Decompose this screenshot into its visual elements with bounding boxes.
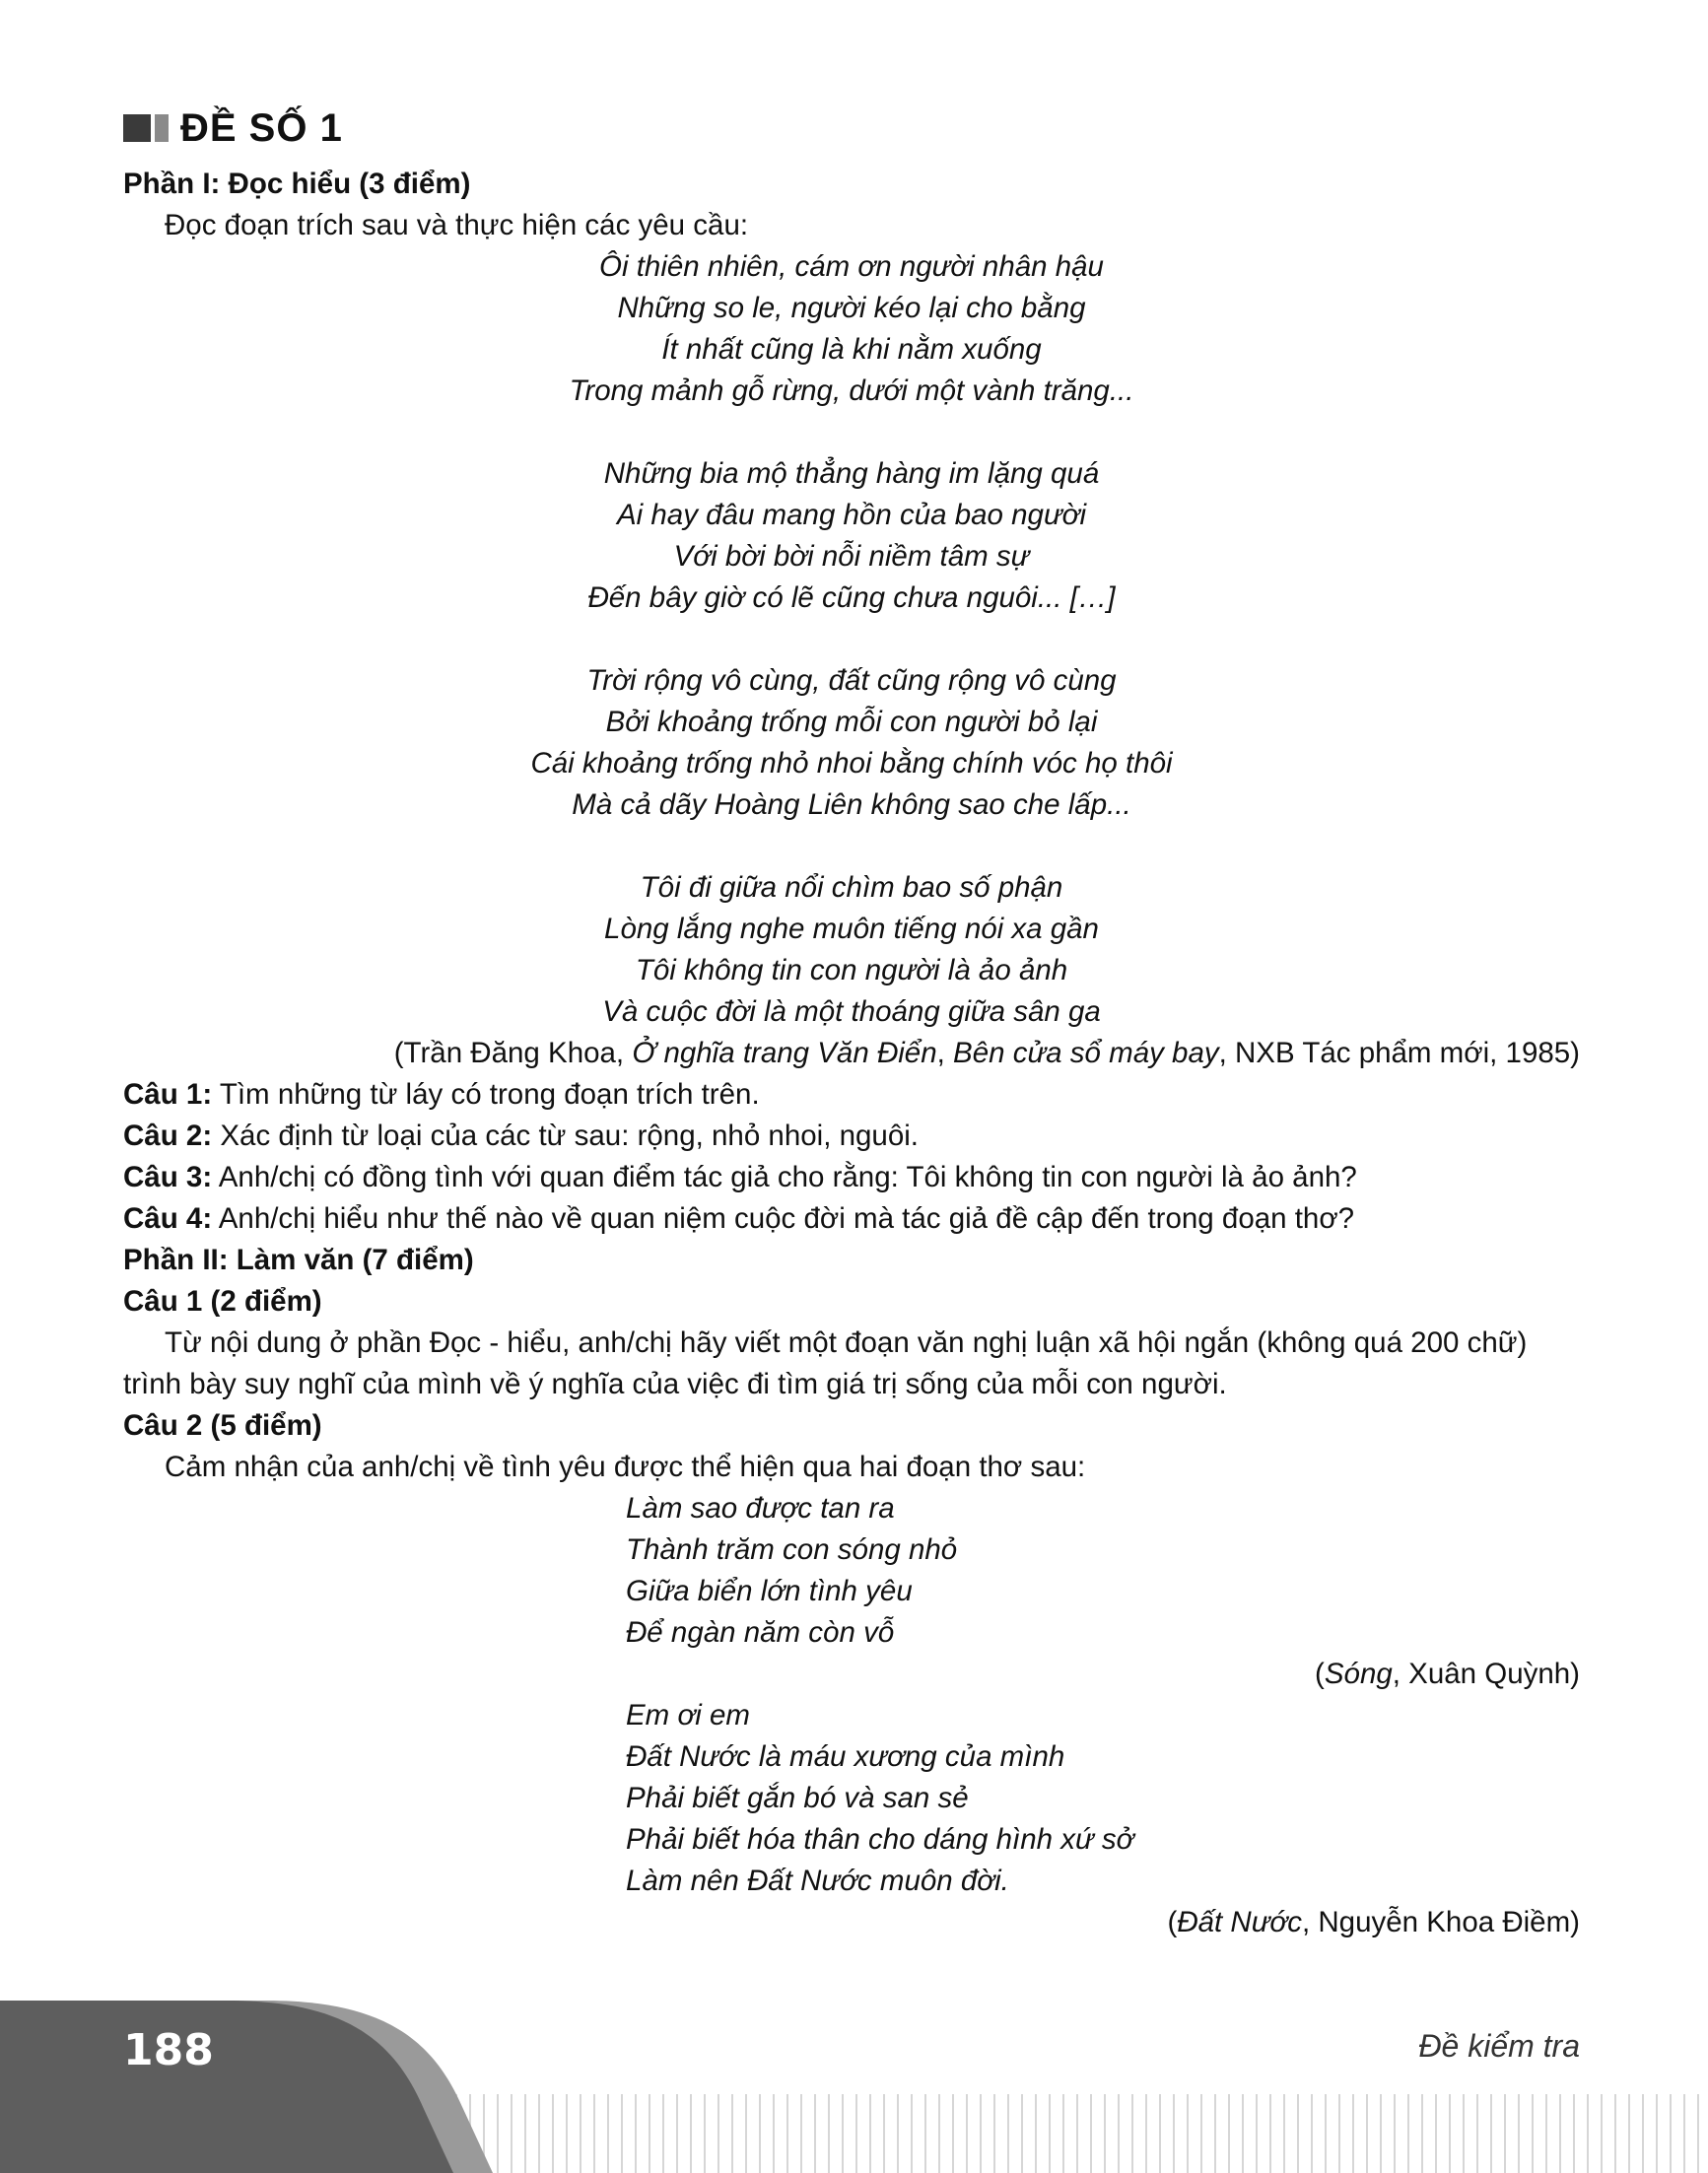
poem-dat-nuoc (123, 1695, 1580, 1902)
poem-line: Và cuộc đời là một thoáng giữa sân ga (602, 995, 1101, 1028)
citation-open: ( (1315, 1658, 1325, 1690)
citation-work: Đất Nước (1177, 1906, 1302, 1938)
part1-citation (123, 1033, 1580, 1074)
part2-q2-intro: Cảm nhận của anh/chị về tình yêu được thể hiện qua hai đoạn thơ sau: (165, 1451, 1086, 1483)
page-content (123, 99, 1580, 1943)
page-title: ĐỀ SỐ 1 (180, 106, 343, 150)
citation-work-1: Ở nghĩa trang Văn Điển (632, 1037, 937, 1069)
poem-line: Làm nên Đất Nước muôn đời. (626, 1865, 1009, 1897)
poem-line: Làm sao được tan ra (626, 1492, 895, 1525)
part2-heading: Phần II: Làm văn (7 điểm) (123, 1244, 474, 1276)
footer-stripes (434, 2094, 1708, 2173)
poem-stanza-3 (123, 660, 1580, 826)
title-square-icon (123, 114, 169, 142)
poem-line: Cái khoảng trống nhỏ nhoi bằng chính vóc họ thôi (530, 747, 1173, 780)
question-text: Xác định từ loại của các từ sau: rộng, nhỏ nhoi, nguôi. (212, 1120, 919, 1152)
poem-line: Ôi thiên nhiên, cám ơn người nhân hậu (599, 250, 1104, 283)
poem-line: Trong mảnh gỗ rừng, dưới một vành trăng... (569, 374, 1134, 407)
title-row (123, 99, 1580, 158)
poem-line: Phải biết gắn bó và san sẻ (626, 1782, 969, 1814)
poem-song-citation (123, 1654, 1580, 1695)
poem-line: Đất Nước là máu xương của mình (626, 1740, 1065, 1773)
title-mark-light (155, 114, 169, 142)
poem-line: Tôi đi giữa nổi chìm bao số phận (640, 871, 1063, 904)
footer-label: Đề kiểm tra (1418, 2028, 1580, 2064)
question-text: Anh/chị hiểu như thế nào về quan niệm cuộc đời mà tác giả đề cập đến trong đoạn thơ? (212, 1202, 1355, 1235)
poem-line: Bởi khoảng trống mỗi con người bỏ lại (605, 706, 1098, 738)
citation-work: Sóng (1324, 1658, 1393, 1690)
footer-decoration (0, 2001, 1708, 2173)
part2-q1-line1: Từ nội dung ở phần Đọc - hiểu, anh/chị hãy viết một đoạn văn nghị luận xã hội ngắn (không quá 200 chữ) (165, 1326, 1528, 1359)
poem-stanza-2 (123, 453, 1580, 619)
question-1 (123, 1074, 1580, 1116)
poem-line: Lòng lắng nghe muôn tiếng nói xa gần (604, 913, 1099, 945)
poem-song (123, 1488, 1580, 1654)
part1-heading: Phần I: Đọc hiểu (3 điểm) (123, 168, 471, 200)
poem-dat-nuoc-citation (123, 1902, 1580, 1943)
poem-line: Em ơi em (626, 1699, 751, 1732)
question-label: Câu 1: (123, 1078, 213, 1111)
poem-line: Giữa biển lớn tình yêu (626, 1575, 913, 1607)
poem-line: Thành trăm con sóng nhỏ (626, 1533, 958, 1566)
citation-close: , NXB Tác phẩm mới, 1985) (1218, 1037, 1580, 1069)
part2-q1-heading: Câu 1 (2 điểm) (123, 1285, 322, 1318)
poem-stanza-1 (123, 246, 1580, 412)
poem-line: Tôi không tin con người là ảo ảnh (635, 954, 1068, 986)
part1-intro: Đọc đoạn trích sau và thực hiện các yêu cầu: (165, 209, 749, 241)
citation-sep: , (936, 1037, 954, 1069)
poem-line: Ít nhất cũng là khi nằm xuống (661, 333, 1042, 366)
question-text: Tìm những từ láy có trong đoạn trích trên. (212, 1078, 760, 1111)
citation-work-2: Bên cửa sổ máy bay (953, 1037, 1219, 1069)
poem-line: Ai hay đâu mang hồn của bao người (616, 499, 1087, 531)
poem-line: Những bia mộ thẳng hàng im lặng quá (603, 457, 1100, 490)
poem-line: Để ngàn năm còn vỗ (626, 1616, 895, 1649)
page-number: 188 (123, 2025, 214, 2075)
poem-line: Mà cả dãy Hoàng Liên không sao che lấp... (572, 788, 1131, 821)
title-mark-dark (123, 114, 151, 142)
question-4 (123, 1198, 1580, 1240)
question-text: Anh/chị có đồng tình với quan điểm tác giả cho rằng: Tôi không tin con người là ảo ảnh? (212, 1161, 1357, 1193)
question-label: Câu 2: (123, 1120, 213, 1152)
citation-open: ( (1167, 1906, 1178, 1938)
citation-rest: , Nguyễn Khoa Điềm) (1301, 1906, 1580, 1938)
part2-q1-line2: trình bày suy nghĩ của mình về ý nghĩa của việc đi tìm giá trị sống của mỗi con người. (123, 1368, 1227, 1400)
question-3 (123, 1157, 1580, 1198)
question-2 (123, 1116, 1580, 1157)
citation-rest: , Xuân Quỳnh) (1392, 1658, 1580, 1690)
citation-open: (Trần Đăng Khoa, (393, 1037, 633, 1069)
poem-line: Những so le, người kéo lại cho bằng (617, 292, 1086, 324)
poem-line: Phải biết hóa thân cho dáng hình xứ sở (626, 1823, 1134, 1856)
part1-poem (123, 246, 1580, 1033)
question-label: Câu 4: (123, 1202, 213, 1235)
poem-line: Trời rộng vô cùng, đất cũng rộng vô cùng (586, 664, 1117, 697)
part2-q2-heading: Câu 2 (5 điểm) (123, 1409, 322, 1442)
poem-line: Đến bây giờ có lẽ cũng chưa nguôi... […] (587, 581, 1116, 614)
page-footer (0, 2001, 1708, 2173)
question-label: Câu 3: (123, 1161, 213, 1193)
poem-line: Với bời bời nỗi niềm tâm sự (673, 540, 1030, 573)
poem-stanza-4 (123, 867, 1580, 1033)
